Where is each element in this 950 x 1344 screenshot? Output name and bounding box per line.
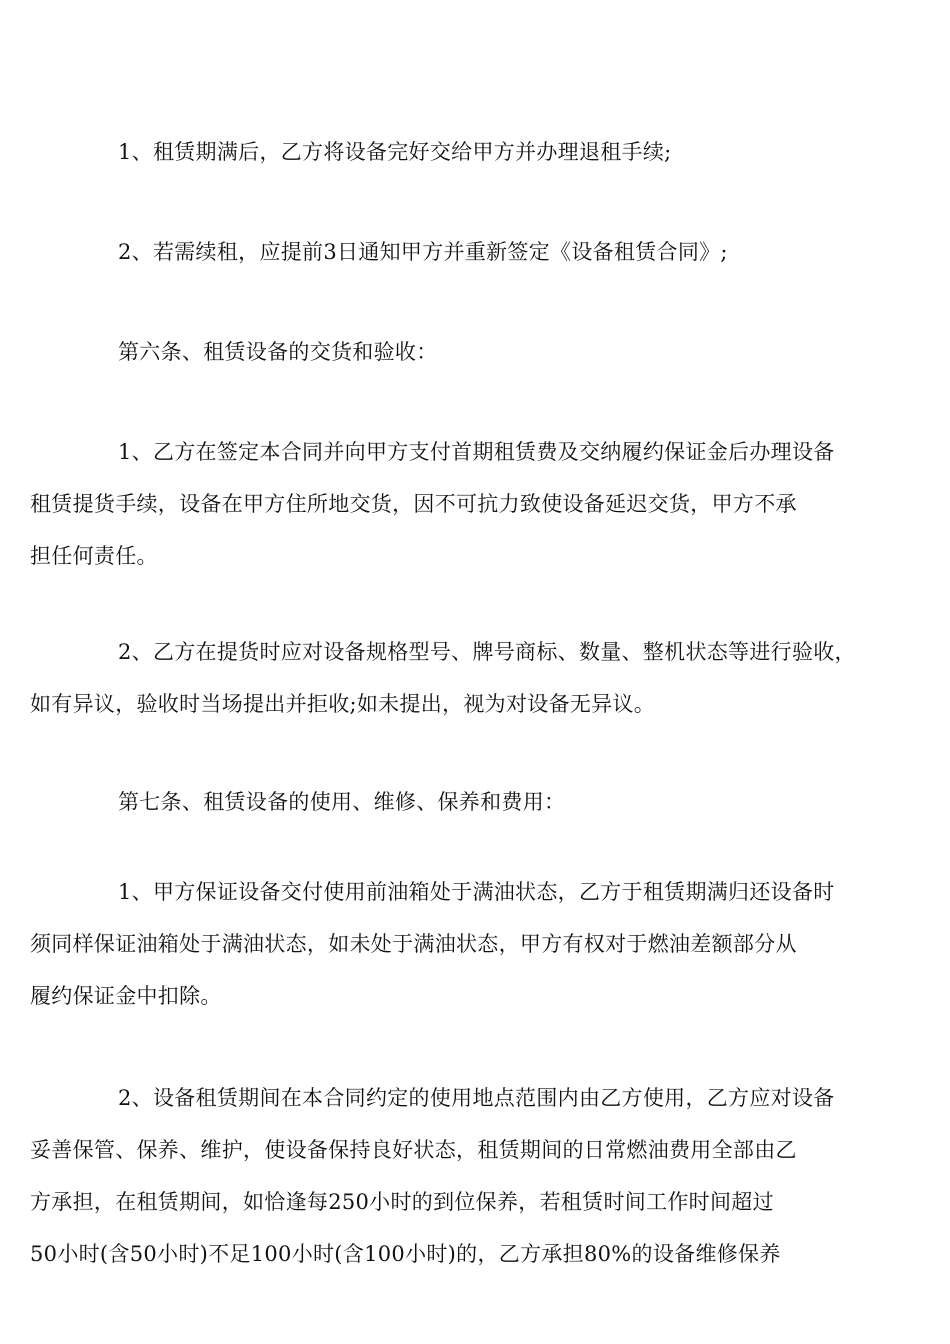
text-line: 2、若需续租，应提前3日通知甲方并重新签定《设备租赁合同》; [118,240,728,264]
text-line: 须同样保证油箱处于满油状态，如未处于满油状态，甲方有权对于燃油差额部分从 [30,932,797,956]
text-line: 担任何责任。 [30,544,158,568]
text-line: 1、甲方保证设备交付使用前油箱处于满油状态，乙方于租赁期满归还设备时 [118,880,835,904]
text-line: 2、乙方在提货时应对设备规格型号、牌号商标、数量、整机状态等进行验收， [118,640,856,664]
clause-6-heading [74,326,886,378]
clause-5-item-2 [74,226,886,278]
text-line: 妥善保管、保养、维护，使设备保持良好状态，租赁期间的日常燃油费用全部由乙 [30,1138,797,1162]
text-line: 1、租赁期满后，乙方将设备完好交给甲方并办理退租手续; [118,140,672,164]
text-line: 2、设备租赁期间在本合同约定的使用地点范围内由乙方使用，乙方应对设备 [118,1086,835,1110]
clause-7-item-2 [30,1072,886,1280]
text-line: 如有异议，验收时当场提出并拒收;如未提出，视为对设备无异议。 [30,692,656,716]
clause-7-item-1 [30,866,886,1022]
clause-6-item-2 [30,626,886,730]
clause-5-item-1 [74,126,886,178]
clause-6-item-1 [30,426,886,582]
clause-7-heading [74,776,886,828]
text-line: 履约保证金中扣除。 [30,984,222,1008]
text-line: 第七条、租赁设备的使用、维修、保养和费用： [118,790,566,814]
text-line: 方承担，在租赁期间，如恰逢每250小时的到位保养，若租赁时间工作时间超过 [30,1190,774,1214]
text-line: 1、乙方在签定本合同并向甲方支付首期租赁费及交纳履约保证金后办理设备 [118,440,835,464]
text-line: 第六条、租赁设备的交货和验收： [118,340,438,364]
text-line: 租赁提货手续，设备在甲方住所地交货，因不可抗力致使设备延迟交货，甲方不承 [30,492,797,516]
text-line: 50小时(含50小时)不足100小时(含100小时)的，乙方承担80%的设备维修保养 [30,1242,781,1266]
